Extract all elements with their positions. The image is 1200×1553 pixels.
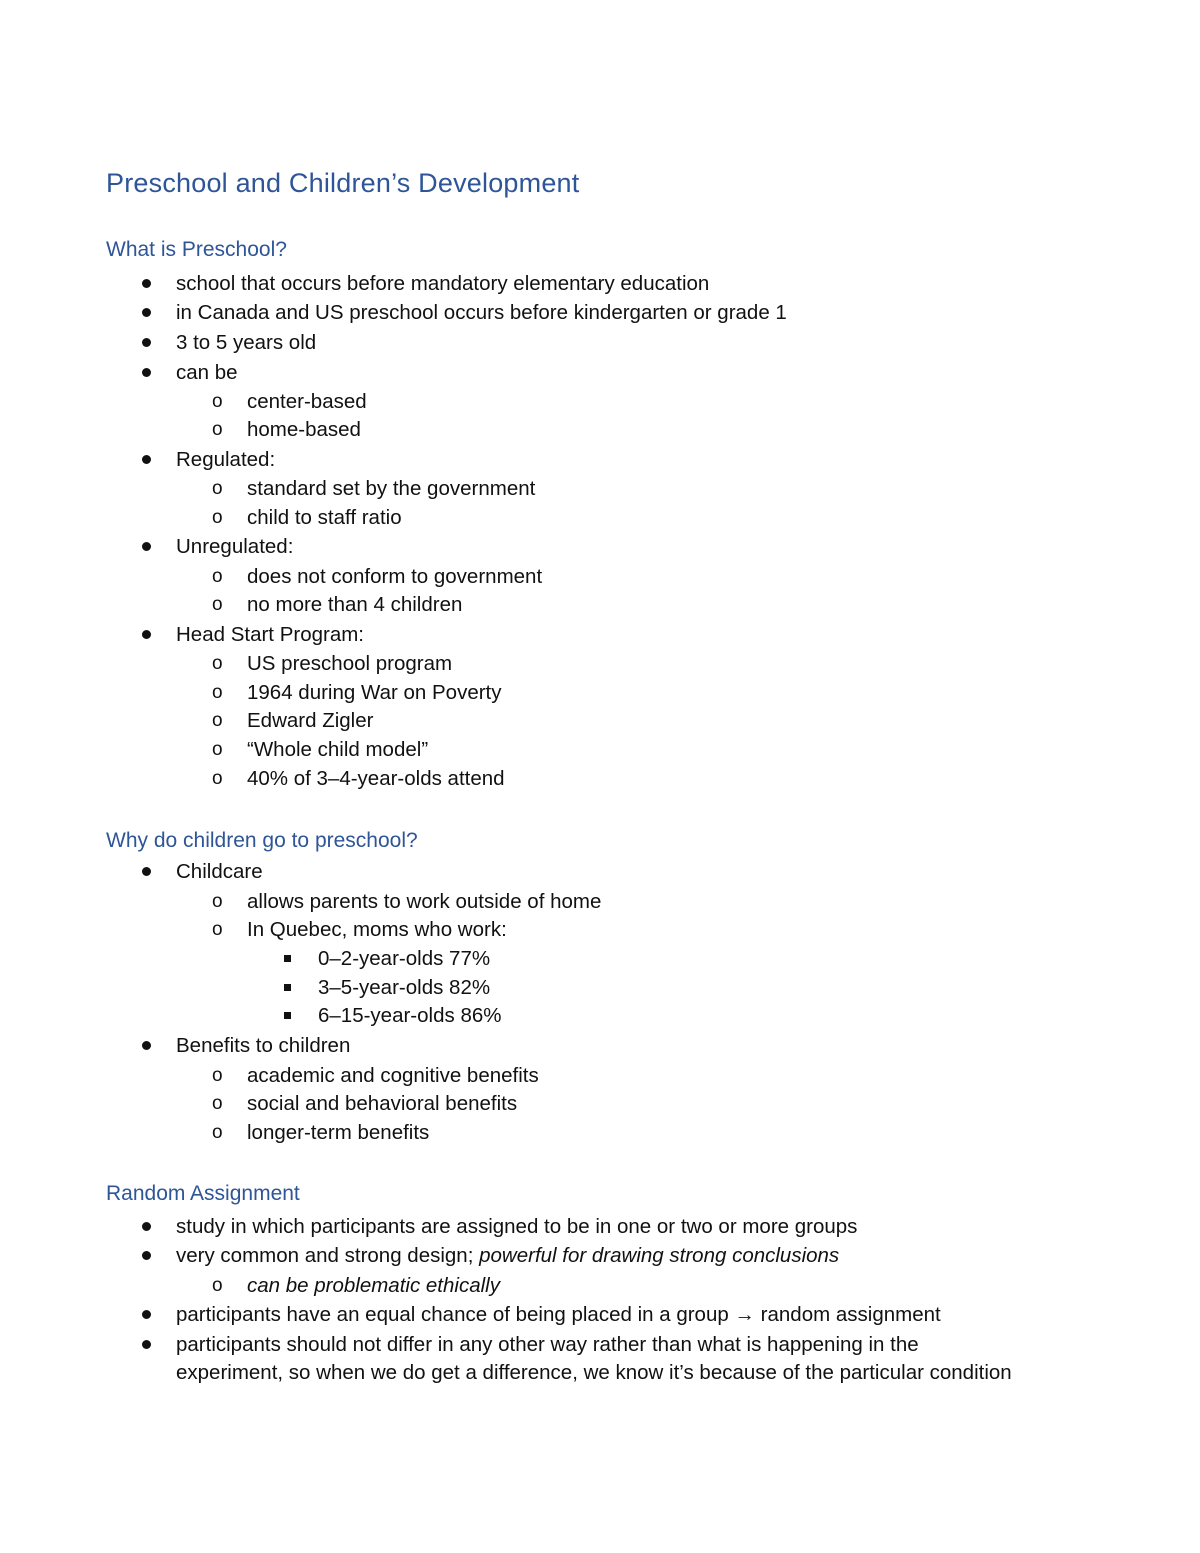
circle-bullet-icon: o: [212, 391, 223, 412]
list-item: o center-based: [247, 387, 367, 416]
circle-bullet-icon: o: [212, 1122, 223, 1143]
list-item: o no more than 4 children: [247, 590, 462, 619]
square-bullet-icon: [284, 944, 291, 973]
circle-bullet-icon: o: [212, 739, 223, 760]
bullet-icon: [142, 445, 151, 474]
bullet-icon: [142, 1031, 151, 1060]
section-heading-random-assignment: Random Assignment: [106, 1182, 300, 1205]
bullet-icon: [142, 298, 151, 327]
circle-bullet-icon: o: [212, 1275, 223, 1296]
bullet-icon: [142, 1212, 151, 1241]
list-item: o longer-term benefits: [247, 1118, 429, 1147]
list-item: o does not conform to government: [247, 562, 542, 591]
list-item: very common and strong design; powerful for drawing strong conclusions: [176, 1241, 839, 1270]
list-item: o can be problematic ethically: [247, 1271, 500, 1300]
list-item: in Canada and US preschool occurs before kindergarten or grade 1: [176, 298, 787, 327]
circle-bullet-icon: o: [212, 594, 223, 615]
square-bullet-icon: [284, 973, 291, 1002]
list-item: o US preschool program: [247, 649, 452, 678]
section-heading-why-preschool: Why do children go to preschool?: [106, 829, 418, 852]
list-item: 6–15-year-olds 86%: [318, 1001, 501, 1030]
list-item: Childcare: [176, 857, 263, 886]
list-item: 0–2-year-olds 77%: [318, 944, 490, 973]
list-item: can be: [176, 358, 238, 387]
list-item: 3–5-year-olds 82%: [318, 973, 490, 1002]
list-item: o social and behavioral benefits: [247, 1089, 517, 1118]
circle-bullet-icon: o: [212, 891, 223, 912]
bullet-icon: [142, 328, 151, 357]
circle-bullet-icon: o: [212, 710, 223, 731]
list-item: study in which participants are assigned to be in one or two or more groups: [176, 1212, 857, 1241]
circle-bullet-icon: o: [212, 1093, 223, 1114]
list-item: o academic and cognitive benefits: [247, 1061, 539, 1090]
circle-bullet-icon: o: [212, 507, 223, 528]
list-item: Benefits to children: [176, 1031, 350, 1060]
bullet-icon: [142, 1300, 151, 1329]
square-bullet-icon: [284, 1001, 291, 1030]
list-item: o standard set by the government: [247, 474, 535, 503]
bullet-icon: [142, 857, 151, 886]
list-item: o allows parents to work outside of home: [247, 887, 601, 916]
bullet-icon: [142, 269, 151, 298]
section-heading-what-is-preschool: What is Preschool?: [106, 238, 287, 261]
list-item-continuation: experiment, so when we do get a difference, we know it’s because of the particular condition: [176, 1361, 1012, 1384]
bullet-icon: [142, 532, 151, 561]
circle-bullet-icon: o: [212, 653, 223, 674]
circle-bullet-icon: o: [212, 919, 223, 940]
list-item: participants should not differ in any other way rather than what is happening in the: [176, 1330, 919, 1359]
arrow-right-icon: →: [734, 1303, 755, 1326]
list-item: o In Quebec, moms who work:: [247, 915, 507, 944]
circle-bullet-icon: o: [212, 768, 223, 789]
list-item: o Edward Zigler: [247, 706, 373, 735]
circle-bullet-icon: o: [212, 419, 223, 440]
document-title: Preschool and Children’s Development: [106, 168, 580, 198]
list-item: Regulated:: [176, 445, 275, 474]
list-item: o “Whole child model”: [247, 735, 428, 764]
list-item: participants have an equal chance of being placed in a group → random assignment: [176, 1300, 941, 1329]
list-item: 3 to 5 years old: [176, 328, 316, 357]
bullet-icon: [142, 1330, 151, 1359]
list-item: o 1964 during War on Poverty: [247, 678, 502, 707]
circle-bullet-icon: o: [212, 478, 223, 499]
bullet-icon: [142, 1241, 151, 1270]
list-item: o home-based: [247, 415, 361, 444]
list-item: Head Start Program:: [176, 620, 364, 649]
bullet-icon: [142, 358, 151, 387]
bullet-icon: [142, 620, 151, 649]
list-item: o 40% of 3–4-year-olds attend: [247, 764, 505, 793]
list-item: school that occurs before mandatory elementary education: [176, 269, 709, 298]
list-item: o child to staff ratio: [247, 503, 402, 532]
circle-bullet-icon: o: [212, 1065, 223, 1086]
list-item: Unregulated:: [176, 532, 293, 561]
circle-bullet-icon: o: [212, 566, 223, 587]
circle-bullet-icon: o: [212, 682, 223, 703]
